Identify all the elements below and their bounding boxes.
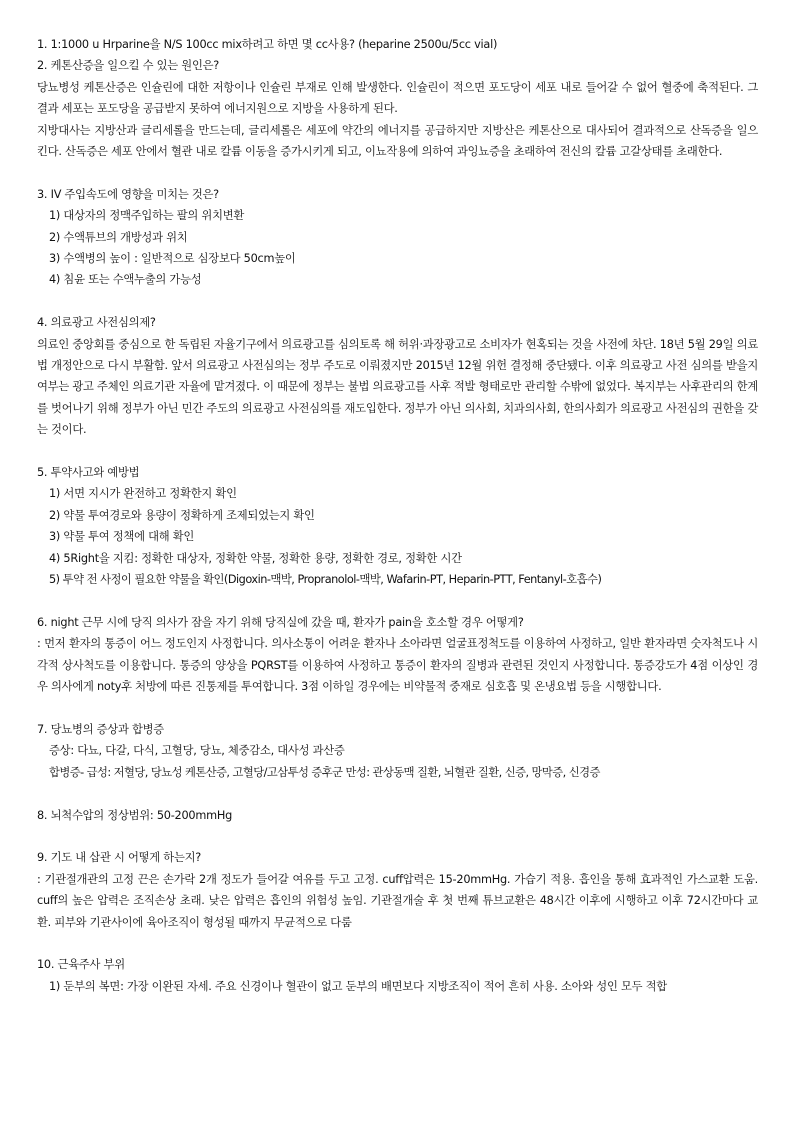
answer-6-paragraph: : 먼저 환자의 통증이 어느 정도인지 사정합니다. 의사소통이 어려운 환자나 소아라면 얼굴표정척도를 이용하여 사정하고, 일반 환자라면 숫자척도나 시각적 상사척도를 이용합니다. 통증의 양상을 PQRST를 이용하여 사정하고 통증이 환자의 질병과 관련된 것인지 사정합니다. 통증강도가 4점 이상인 경우 의사에게 noty후 처방에 따른 진통제를 투여합니다. 3점 이하일 경우에는 비약물적 중재로 심호흡 및 온냉요법 등을 시행합니다. [37,637,758,694]
answer-2-paragraph-1: 당뇨병성 케톤산증은 인슐린에 대한 저항이나 인슐린 부재로 인해 발생한다. 인슐린이 적으면 포도당이 세포 내로 들어갈 수 없어 혈중에 축적된다. 그 결과 세포는 포도당을 공급받지 못하여 에너지원으로 지방을 사용하게 된다. [37,80,758,116]
spacer [37,441,758,462]
list-item: 3) 약물 투여 정책에 대해 확인 [49,530,195,544]
list-item: 1) 대상자의 정맥주입하는 팔의 위치변환 [49,209,245,223]
question-7: 7. 당뇨병의 증상과 합병증 [37,722,164,736]
list-item: 3) 수액병의 높이 : 일반적으로 심장보다 50cm높이 [49,252,296,266]
spacer [37,291,758,312]
question-10: 10. 근육주사 부위 [37,958,125,972]
list-item: 5) 투약 전 사정이 필요한 약물을 확인(Digoxin-맥박, Propranolol-맥박, Wafarin-PT, Heparin-PTT, Fentanyl-호흡수) [49,573,602,587]
list-item: 4) 5Right을 지킴: 정확한 대상자, 정확한 약물, 정확한 용량, 정확한 경로, 정확한 시간 [49,551,462,565]
spacer [37,783,758,804]
answer-9-paragraph: : 기관절개관의 고정 끈은 손가락 2개 정도가 들어갈 여유를 두고 고정. cuff압력은 15-20mmHg. 가습기 적용. 흡인을 통해 효과적인 가스교환 도움. cuff의 높은 압력은 조직손상 초래. 낮은 압력은 흡인의 위험성 높임. 기관절개술 후 첫 번째 튜브교환은 48시간 이후에 시행하고 이후 72시간마다 교환. 피부와 기관사이에 육아조직이 형성될 때까지 무균적으로 다룸 [37,872,758,929]
list-item: 1) 둔부의 복면: 가장 이완된 자세. 주요 신경이나 혈관이 없고 둔부의 배면보다 지방조직이 적어 흔히 사용. 소아와 성인 모두 적합 [49,979,667,993]
list-item: 1) 서면 지시가 완전하고 정확한지 확인 [49,487,237,501]
spacer [37,933,758,954]
list-item: 2) 약물 투여경로와 용량이 정확하게 조제되었는지 확인 [49,508,315,522]
question-5: 5. 투약사고와 예방법 [37,466,140,480]
question-3: 3. IV 주입속도에 영향을 미치는 것은? [37,187,219,201]
question-9: 9. 기도 내 삽관 시 어떻게 하는지? [37,851,202,865]
complications-line: 합병증- 급성: 저혈당, 당뇨성 케톤산증, 고혈당/고삼투성 증후군 만성: 관상동맥 질환, 뇌혈관 질환, 신증, 망막증, 신경증 [49,765,600,779]
answer-4-paragraph: 의료인 중앙회를 중심으로 한 독립된 자율기구에서 의료광고를 심의토록 해 허위·과장광고로 소비자가 현혹되는 것을 사전에 차단. 18년 5월 29일 의료법 개정안으로 다시 부활함. 앞서 의료광고 사전심의는 정부 주도로 이뤄졌지만 2015년 12월 위헌 결정해 중단됐다. 이후 의료광고 사전 심의를 받을지 여부는 광고 주체인 의료기관 자율에 맡겨졌다. 이 때문에 정부는 불법 의료광고를 사후 적발 형태로만 관리할 수밖에 없었다. 복지부는 사후관리의 한계를 벗어나기 위해 정부가 아닌 민간 주도의 의료광고 사전심의를 재도입한다. 정부가 아닌 의사회, 치과의사회, 한의사회가 의료광고 사전심의 권한을 갖는 것이다. [37,337,758,437]
list-item: 4) 침윤 또는 수액누출의 가능성 [49,273,202,287]
question-1: 1. 1:1000 u Hrparine을 N/S 100cc mix하려고 하면 몇 cc사용? (heparine 2500u/5cc vial) [37,38,498,51]
answer-2-paragraph-2: 지방대사는 지방산과 글리세롤을 만드는데, 글리세롤은 세포에 약간의 에너지를 공급하지만 지방산은 케톤산으로 대사되어 결과적으로 산독증을 일으킨다. 산독증은 세포 안에서 혈관 내로 칼륨 이동을 증가시키게 되고, 이뇨작용에 의하여 과잉뇨증을 초래하여 전신의 칼륨 고갈상태를 초래한다. [37,123,758,159]
question-2: 2. 케톤산증을 일으킬 수 있는 원인은? [37,59,220,73]
question-8: 8. 뇌척수압의 정상범위: 50-200mmHg [37,808,233,822]
question-4: 4. 의료광고 사전심의제? [37,316,156,330]
spacer [37,591,758,612]
question-6: 6. night 근무 시에 당직 의사가 잠을 자기 위해 당직실에 갔을 때, 환자가 pain을 호소할 경우 어떻게? [37,615,524,629]
spacer [37,826,758,847]
list-item: 2) 수액튜브의 개방성과 위치 [49,230,188,244]
spacer [37,162,758,183]
symptoms-line: 증상: 다뇨, 다갈, 다식, 고혈당, 당뇨, 체중감소, 대사성 과산증 [49,744,345,758]
spacer [37,698,758,719]
